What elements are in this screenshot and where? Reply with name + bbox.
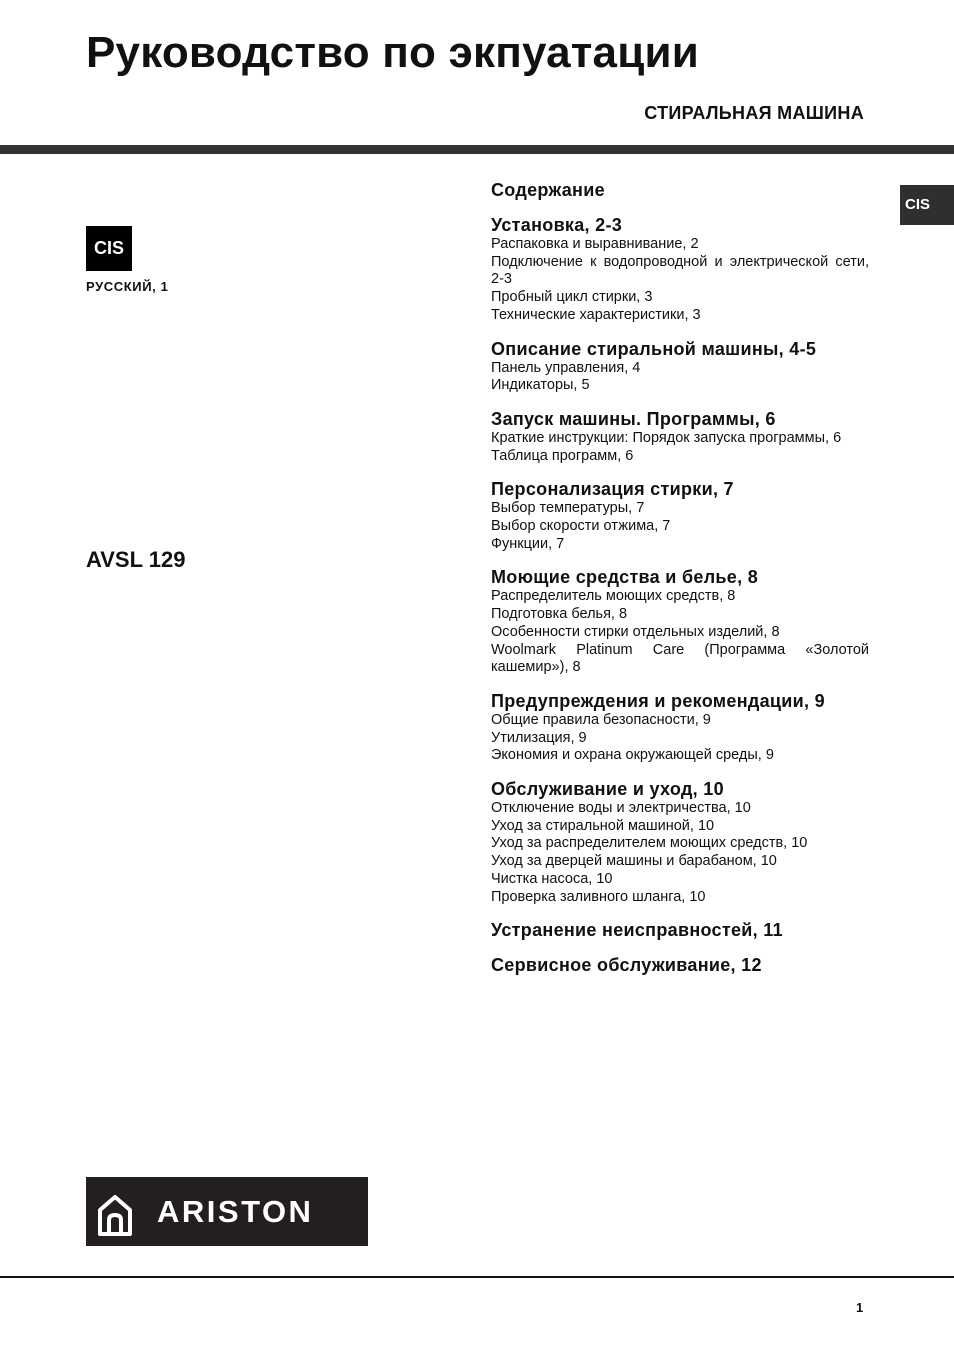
toc-item: Выбор температуры, 7	[491, 500, 645, 517]
toc-item: Распределитель моющих средств, 8	[491, 588, 736, 605]
footer-divider	[0, 1276, 954, 1278]
toc-section-title: Установка, 2-3	[491, 215, 623, 235]
toc-item: Таблица программ, 6	[491, 447, 634, 464]
toc-item: Особенности стирки отдельных изделий, 8	[491, 623, 780, 640]
toc-item: Утилизация, 9	[491, 729, 587, 746]
toc-item: Краткие инструкции: Порядок запуска программы, 6	[491, 429, 842, 446]
toc-sections	[491, 214, 869, 976]
toc-item: Отключение воды и электричества, 10	[491, 800, 751, 817]
toc-section-title: Моющие средства и белье, 8	[491, 567, 759, 588]
toc-item: Общие правила безопасности, 9	[491, 711, 711, 728]
house-icon	[86, 1177, 146, 1246]
document-subtitle: СТИРАЛЬНАЯ МАШИНА	[644, 103, 864, 123]
toc-item: Выбор скорости отжима, 7	[491, 518, 671, 535]
toc-section	[491, 954, 869, 976]
toc-section	[491, 338, 869, 395]
page-number: 1	[856, 1300, 864, 1315]
toc-item: Экономия и охрана окружающей среды, 9	[491, 747, 774, 764]
model-name: AVSL 129	[86, 547, 186, 572]
page-title: Руководство по экпуатации	[86, 28, 699, 77]
toc-item: Технические характеристики, 3	[491, 306, 701, 323]
toc-item: Подготовка белья, 8	[491, 606, 628, 623]
toc-item: Уход за стиральной машиной, 10	[491, 817, 715, 834]
toc-item: Woolmark Platinum Care (Программа «Золотой кашемир»), 8	[491, 641, 869, 676]
toc-item: Функции, 7	[491, 535, 565, 552]
toc-section-title: Предупреждения и рекомендации, 9	[491, 690, 825, 711]
toc-heading: Содержание	[491, 180, 605, 200]
toc-section-title: Персонализация стирки, 7	[491, 479, 734, 500]
toc-section	[491, 478, 869, 553]
logo-wordmark: ARISTON	[157, 1194, 314, 1229]
side-language-tab: CIS	[900, 185, 954, 225]
toc-item: Подключение к водопроводной и электрической сети, 2-3	[491, 253, 869, 288]
toc-section	[491, 408, 869, 465]
toc-section	[491, 566, 869, 677]
toc-section	[491, 214, 869, 325]
toc-section-title: Сервисное обслуживание, 12	[491, 955, 762, 976]
toc-section	[491, 919, 869, 941]
toc-item: Проверка заливного шланга, 10	[491, 888, 706, 905]
toc-section-title: Запуск машины. Программы, 6	[491, 408, 776, 429]
language-code-badge: CIS	[86, 226, 132, 271]
toc-item: Пробный цикл стирки, 3	[491, 289, 653, 306]
table-of-contents	[491, 179, 869, 989]
toc-item: Уход за дверцей машины и барабаном, 10	[491, 853, 777, 870]
toc-section-title: Устранение неисправностей, 11	[491, 920, 783, 941]
toc-item: Чистка насоса, 10	[491, 870, 613, 887]
language-label: РУССКИЙ, 1	[86, 279, 169, 294]
toc-section-title: Описание стиральной машины, 4-5	[491, 338, 817, 359]
toc-section	[491, 690, 869, 765]
toc-section-title: Обслуживание и уход, 10	[491, 779, 724, 800]
toc-item: Панель управления, 4	[491, 359, 641, 376]
toc-item: Распаковка и выравнивание, 2	[491, 236, 699, 252]
toc-section	[491, 778, 869, 906]
toc-item: Уход за распределителем моющих средств, 10	[491, 835, 808, 852]
header-divider	[0, 145, 954, 154]
ariston-logo	[86, 1177, 368, 1246]
toc-item: Индикаторы, 5	[491, 377, 590, 394]
